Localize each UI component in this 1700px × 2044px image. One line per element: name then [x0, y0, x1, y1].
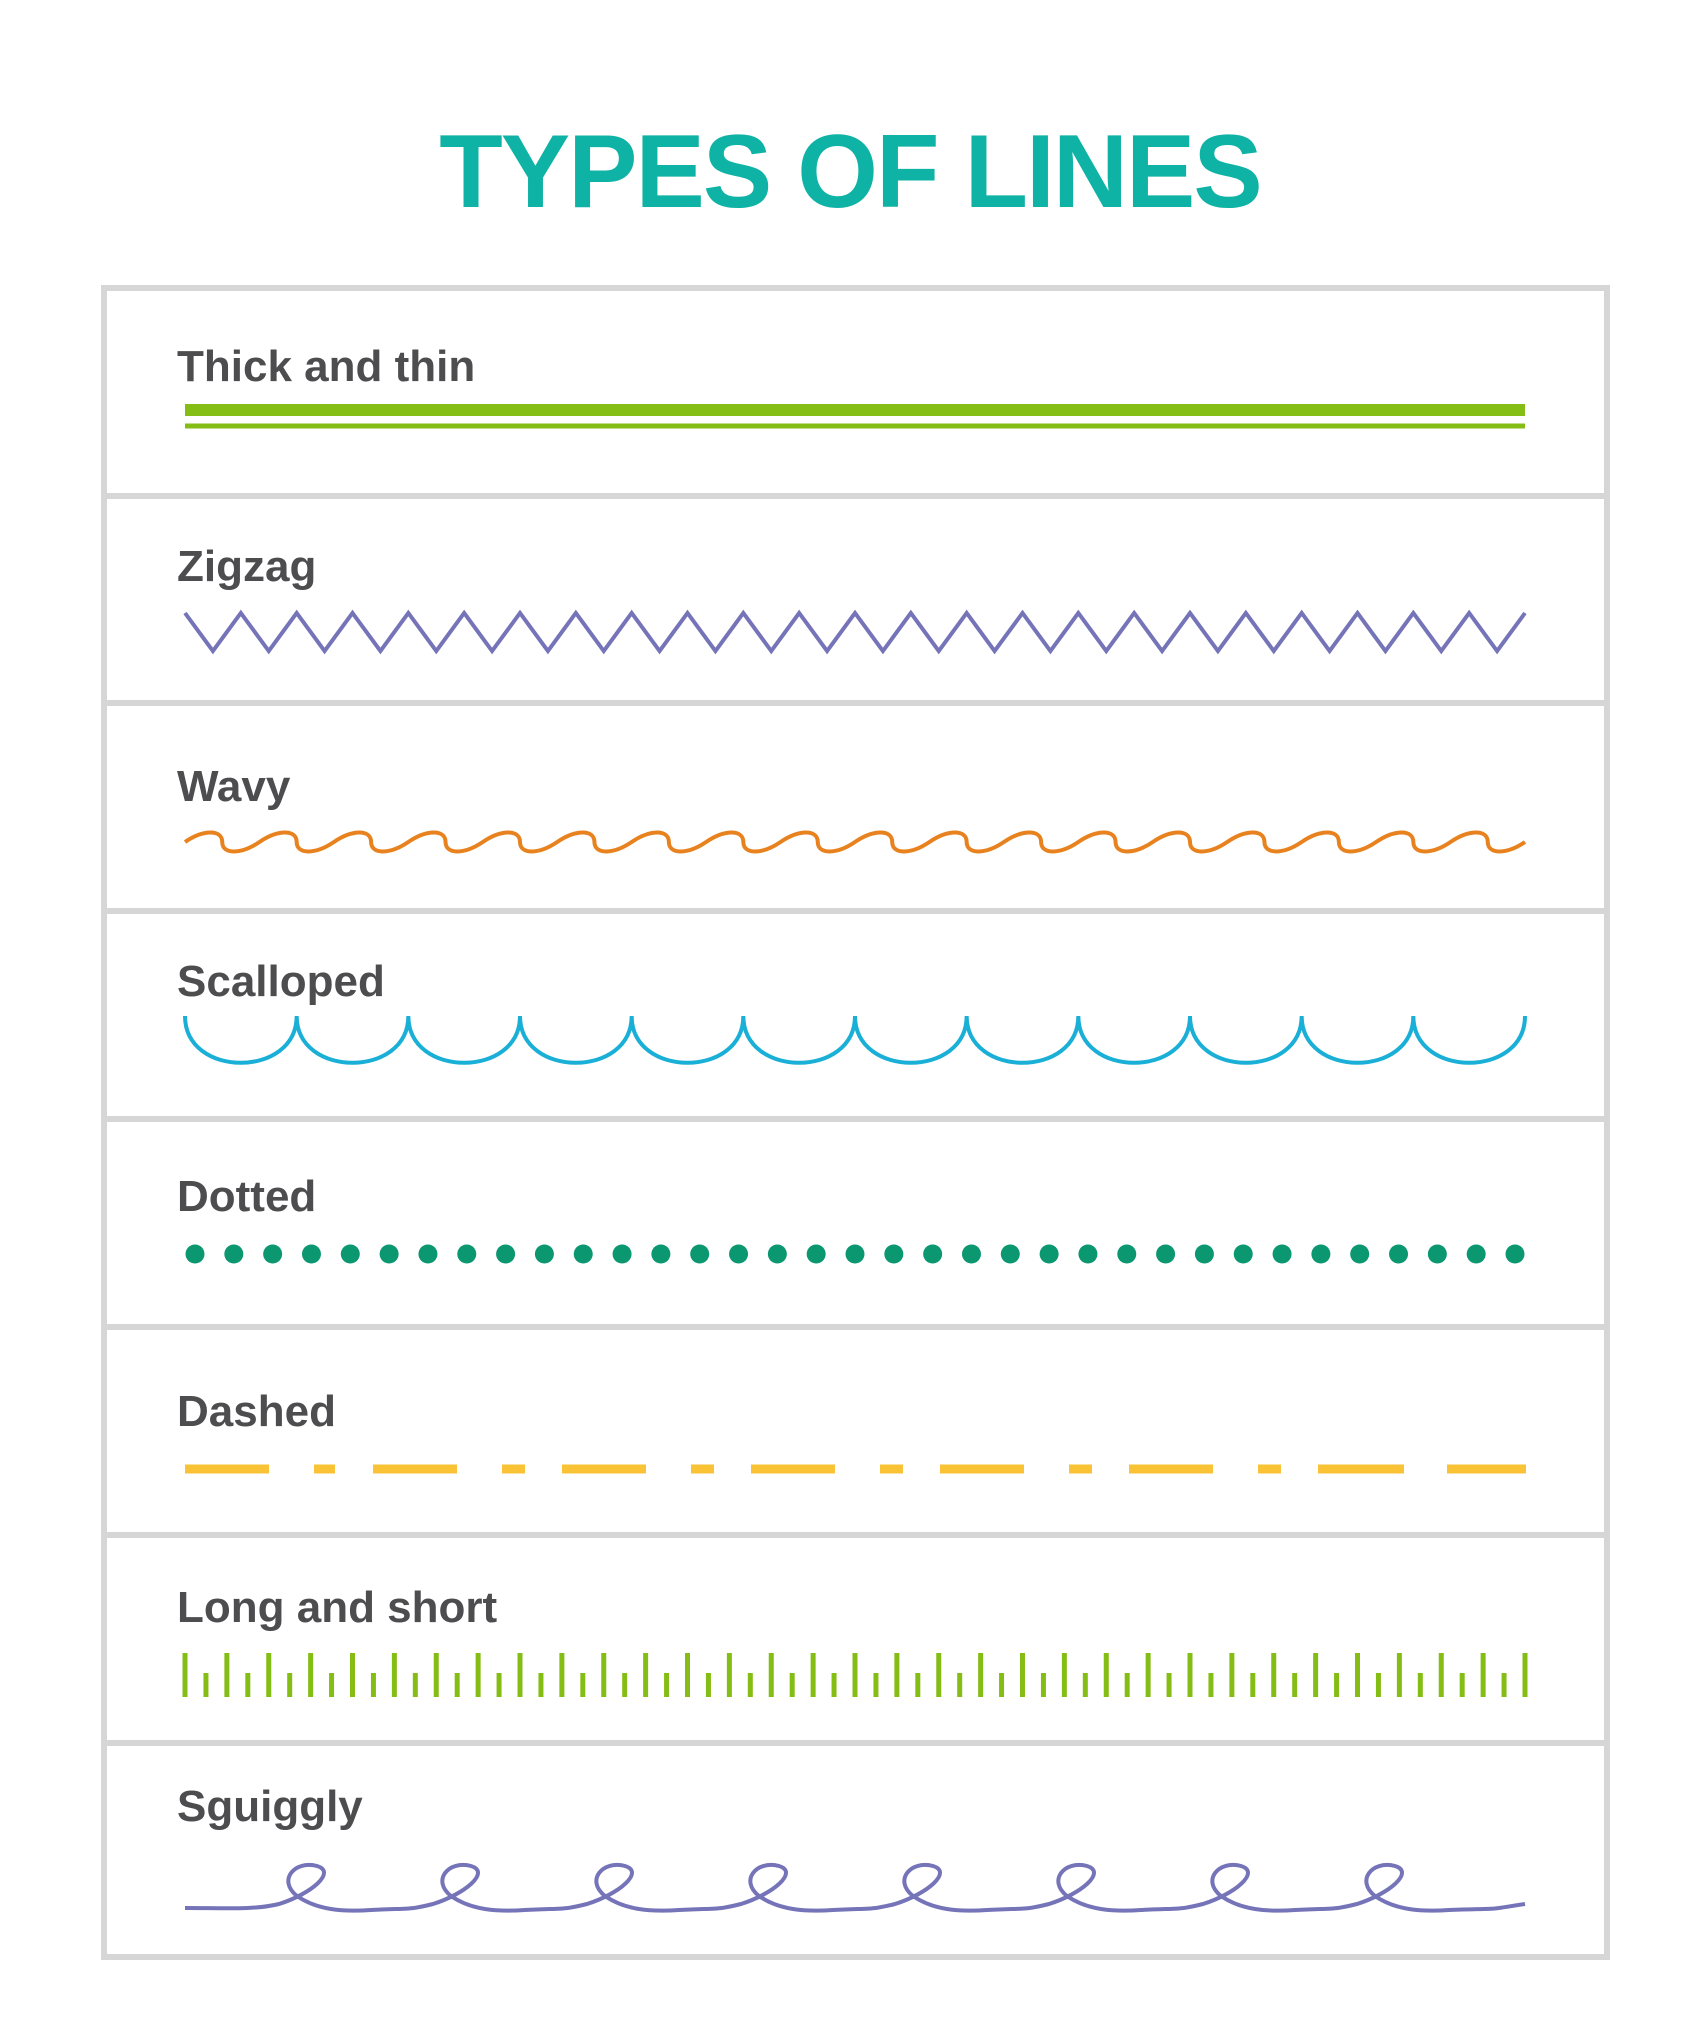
row-zigzag: [107, 493, 1604, 700]
zigzag-path: [185, 613, 1525, 651]
row-squiggly: [107, 1740, 1604, 1960]
dot: [1311, 1245, 1330, 1264]
dot: [729, 1245, 748, 1264]
dot: [1234, 1245, 1253, 1264]
dot: [1506, 1245, 1525, 1264]
dot: [302, 1245, 321, 1264]
dot: [263, 1245, 282, 1264]
dot: [535, 1245, 554, 1264]
row-wavy: [107, 700, 1604, 908]
dot: [1078, 1245, 1097, 1264]
wavy-line-sample: [107, 706, 1604, 914]
row-dashed: [107, 1324, 1604, 1532]
row-label: Dotted: [177, 1172, 317, 1221]
row-long-and-short: [107, 1532, 1604, 1740]
thick-and-thin-line-sample: [107, 285, 1604, 487]
zigzag-line-sample: [107, 499, 1604, 706]
dot: [380, 1245, 399, 1264]
dot: [1040, 1245, 1059, 1264]
dot: [690, 1245, 709, 1264]
dot: [807, 1245, 826, 1264]
page-title: TYPES OF LINES: [439, 114, 1261, 230]
dot: [1273, 1245, 1292, 1264]
row-label: Wavy: [177, 762, 291, 811]
dot: [1428, 1245, 1447, 1264]
dot: [1001, 1245, 1020, 1264]
row-scalloped: [107, 908, 1604, 1116]
dashed-line-sample: [107, 1330, 1604, 1538]
dot: [418, 1245, 437, 1264]
dot: [962, 1245, 981, 1264]
dot: [496, 1245, 515, 1264]
dot: [923, 1245, 942, 1264]
row-label: Scalloped: [177, 957, 385, 1006]
dot: [224, 1245, 243, 1264]
dot: [768, 1245, 787, 1264]
dot: [884, 1245, 903, 1264]
dot: [457, 1245, 476, 1264]
squiggly-path: [185, 1865, 1525, 1911]
row-thick-and-thin: [107, 285, 1604, 487]
squiggly-line-sample: [107, 1746, 1604, 1966]
wavy-path: [185, 833, 1525, 852]
dot: [651, 1245, 670, 1264]
dot: [1389, 1245, 1408, 1264]
dot: [1195, 1245, 1214, 1264]
long-and-short-line-sample: [107, 1538, 1604, 1746]
dotted-line-sample: [107, 1122, 1604, 1330]
scalloped-line-sample: [107, 914, 1604, 1122]
row-label: Long and short: [177, 1583, 498, 1632]
row-label: Dashed: [177, 1387, 336, 1436]
dot: [1117, 1245, 1136, 1264]
dot: [341, 1245, 360, 1264]
row-dotted: [107, 1116, 1604, 1324]
dot: [574, 1245, 593, 1264]
row-label: Zigzag: [177, 542, 317, 591]
scalloped-path: [185, 1016, 1525, 1063]
line-types-table: [101, 285, 1610, 1960]
dot: [1467, 1245, 1486, 1264]
dot: [186, 1245, 205, 1264]
dot: [1156, 1245, 1175, 1264]
dot: [1350, 1245, 1369, 1264]
row-label: Thick and thin: [177, 342, 476, 391]
dot: [613, 1245, 632, 1264]
dot: [846, 1245, 865, 1264]
row-label: Sguiggly: [177, 1782, 363, 1831]
